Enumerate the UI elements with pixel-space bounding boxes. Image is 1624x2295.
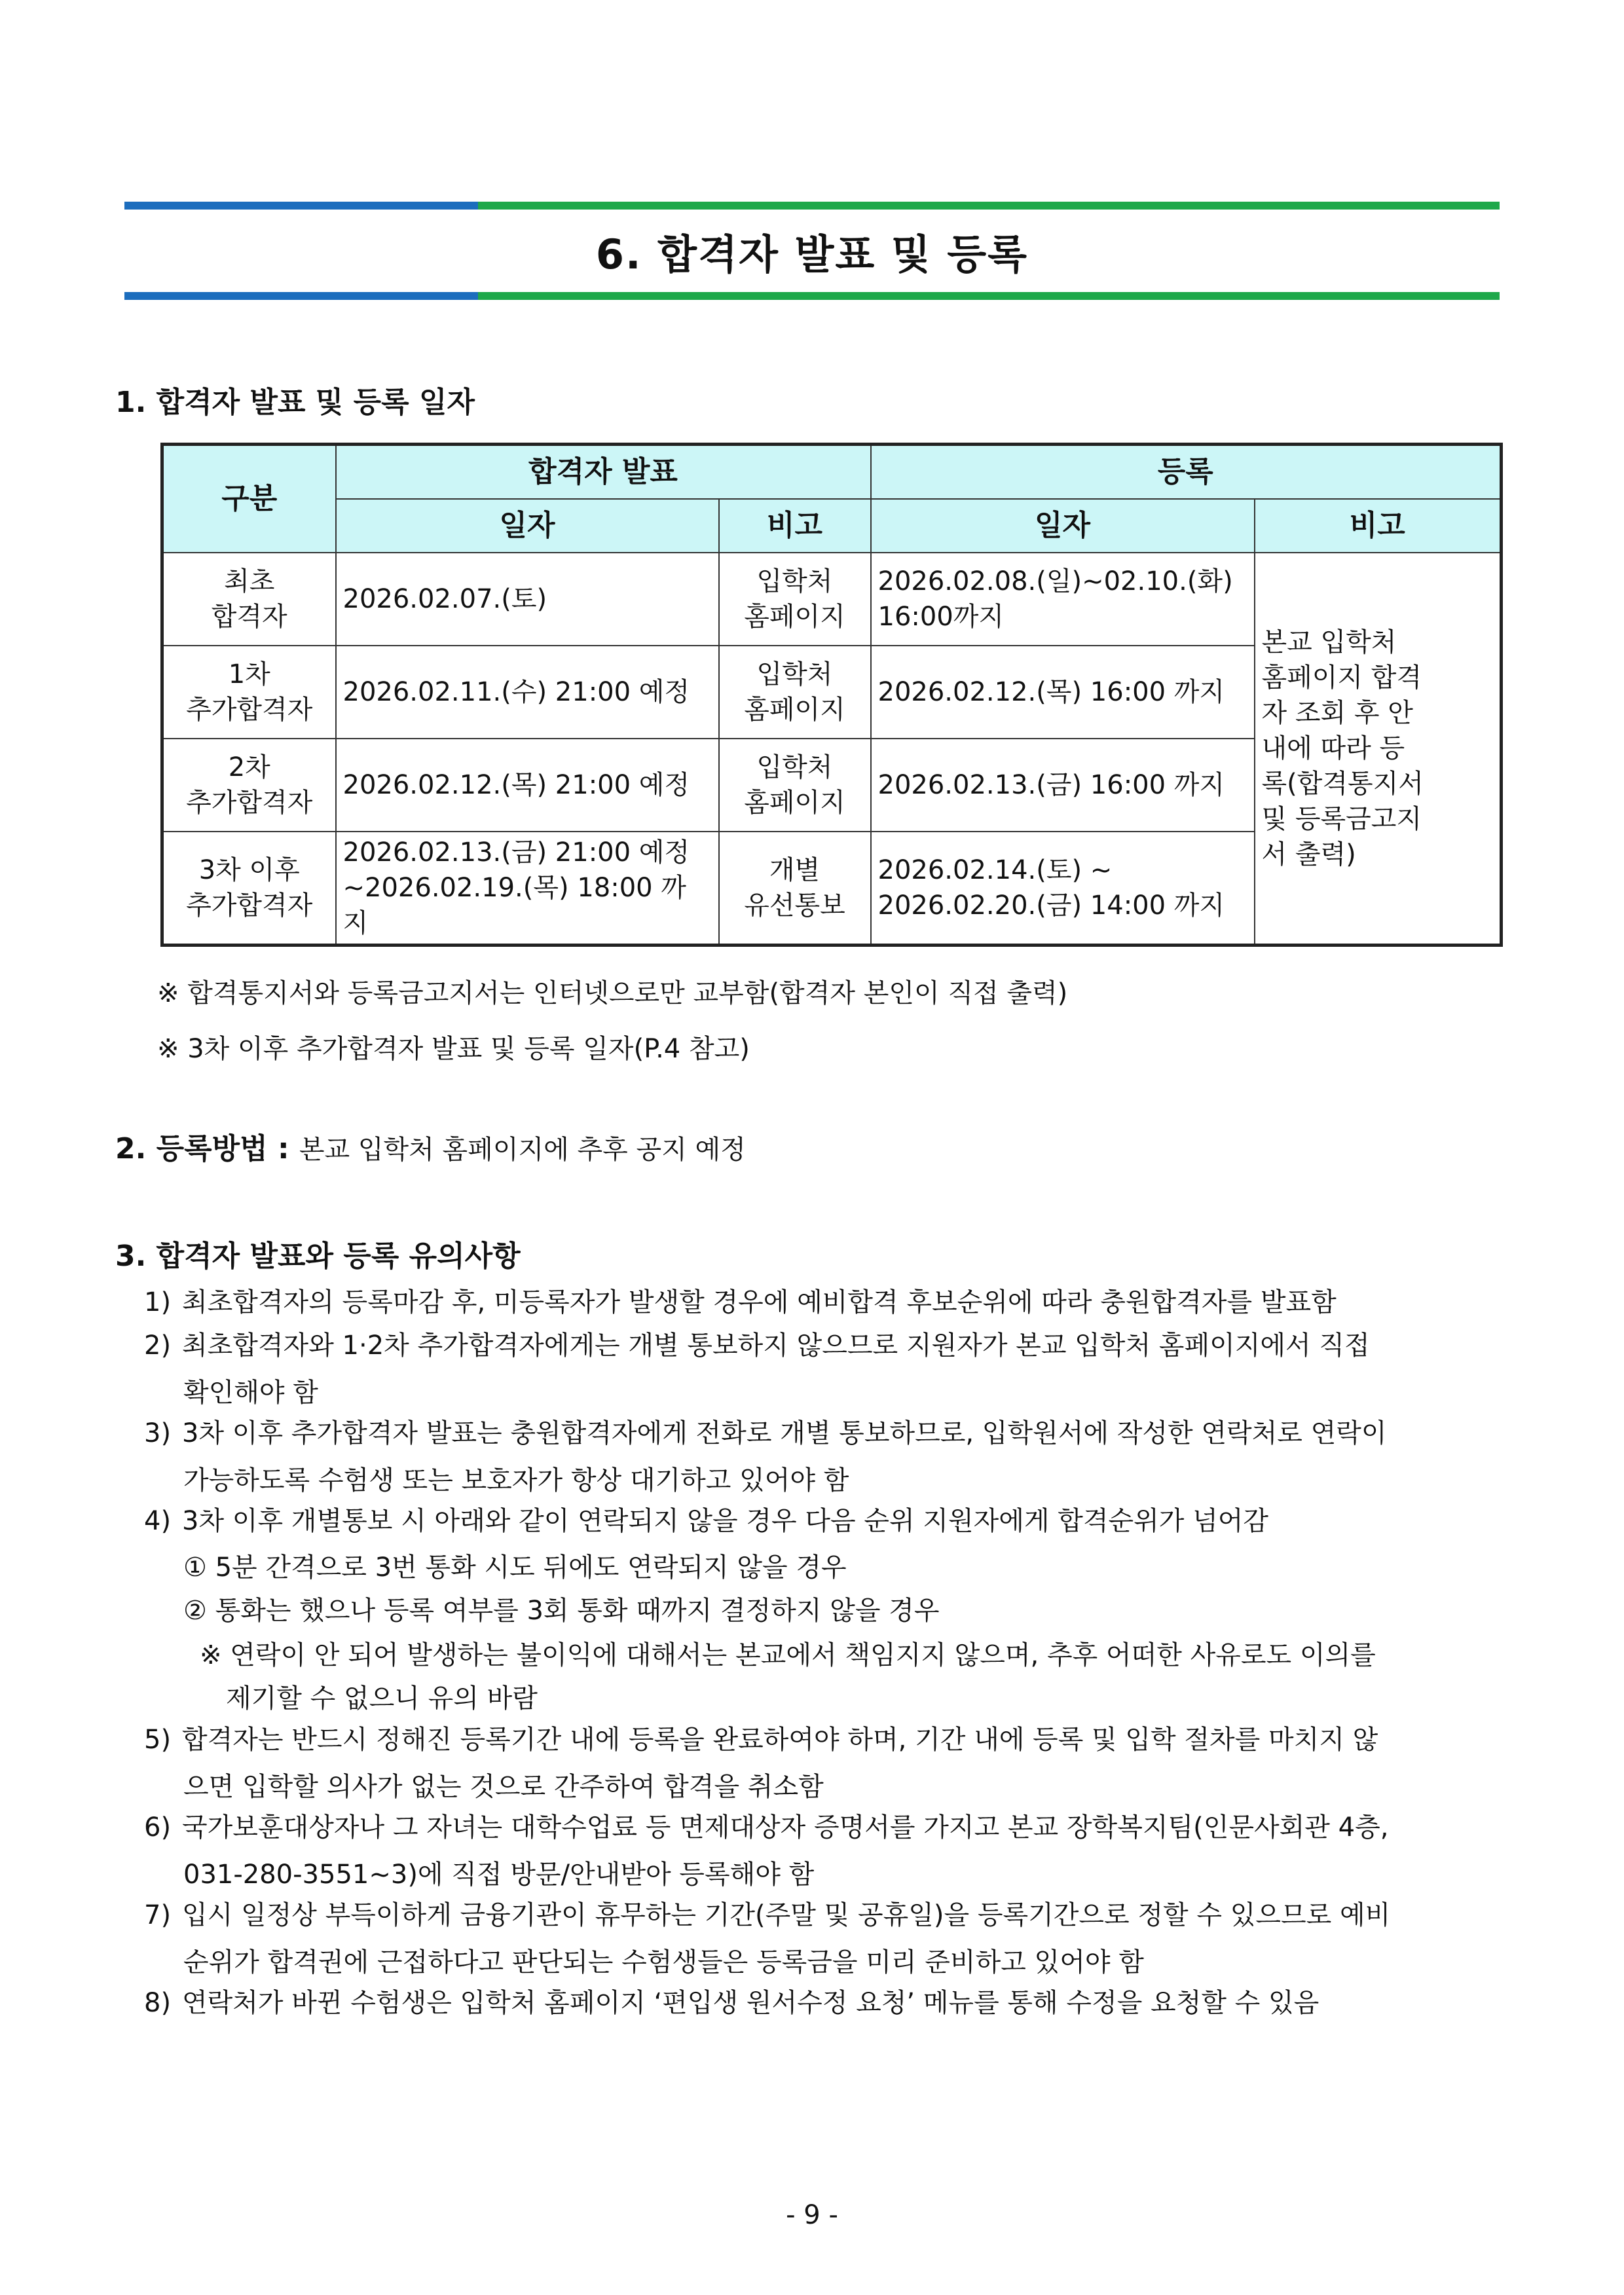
header-register-date: 일자 (871, 499, 1255, 553)
header-category: 구분 (162, 445, 336, 553)
announce-note: 입학처 홈페이지 (719, 553, 871, 646)
list-item-continuation: 으면 입학할 의사가 없는 것으로 간주하여 합격을 취소함 (183, 1772, 824, 1802)
list-item-continuation: 031-280-3551~3)에 직접 방문/안내받아 등록해야 함 (183, 1860, 815, 1890)
announce-date: 2026.02.11.(수) 21:00 예정 (336, 646, 719, 739)
list-item: 2) 최초합격자와 1·2차 추가합격자에게는 개별 통보하지 않으므로 지원자가 본교 입학처 홈페이지에서 직접 (144, 1331, 1370, 1361)
sub-item: ② 통화는 했으나 등록 여부를 3회 통화 때까지 결정하지 않을 경우 (183, 1596, 940, 1626)
announce-note: 입학처 홈페이지 (719, 646, 871, 739)
title-bottom-bar (124, 292, 1500, 300)
header-announce-note: 비고 (719, 499, 871, 553)
register-date: 2026.02.08.(일)~02.10.(화) 16:00까지 (871, 553, 1255, 646)
register-note: 본교 입학처 홈페이지 합격 자 조회 후 안 내에 따라 등 록(합격통지서 및 등록금고지 서 출력) (1255, 553, 1502, 946)
list-item-continuation: 순위가 합격권에 근접하다고 판단되는 수험생들은 등록금을 미리 준비하고 있어야 함 (183, 1947, 1144, 1977)
page-title: 6. 합격자 발표 및 등록 (595, 230, 1029, 278)
list-item: 7) 입시 일정상 부득이하게 금융기관이 휴무하는 기간(주말 및 공휴일)을 등록기간으로 정할 수 있으므로 예비 (144, 1900, 1391, 1930)
schedule-table (160, 443, 1503, 947)
list-item: 4) 3차 이후 개별통보 시 아래와 같이 연락되지 않을 경우 다음 순위 지원자에게 합격순위가 넘어감 (144, 1506, 1269, 1536)
sub-note: ※ 연락이 안 되어 발생하는 불이익에 대해서는 본교에서 책임지지 않으며, 추후 어떠한 사유로도 이의를 (200, 1640, 1376, 1670)
announce-note: 개별 유선통보 (719, 832, 871, 946)
row-label: 3차 이후 추가합격자 (162, 832, 336, 946)
sub-note: 제기할 수 없으니 유의 바람 (226, 1683, 538, 1714)
announce-date: 2026.02.13.(금) 21:00 예정 ~2026.02.19.(목) 18:00 까지 (336, 832, 719, 946)
list-item: 5) 합격자는 반드시 정해진 등록기간 내에 등록을 완료하여야 하며, 기간 내에 등록 및 입학 절차를 마치지 않 (144, 1725, 1378, 1755)
list-item: 3) 3차 이후 추가합격자 발표는 충원합격자에게 전화로 개별 통보하므로, 입학원서에 작성한 연락처로 연락이 (144, 1418, 1387, 1448)
list-item: 8) 연락처가 바뀐 수험생은 입학처 홈페이지 ‘편입생 원서수정 요청’ 메뉴를 통해 수정을 요청할 수 있음 (144, 1988, 1320, 2018)
table-row (162, 553, 1502, 646)
section2-heading: 2. 등록방법 : 본교 입학처 홈페이지에 추후 공지 예정 (115, 1132, 746, 1166)
table-note: ※ 합격통지서와 등록금고지서는 인터넷으로만 교부함(합격자 본인이 직접 출력) (157, 978, 1068, 1008)
announce-date: 2026.02.12.(목) 21:00 예정 (336, 739, 719, 832)
sub-item: ① 5분 간격으로 3번 통화 시도 뒤에도 연락되지 않을 경우 (183, 1552, 847, 1583)
row-label: 1차 추가합격자 (162, 646, 336, 739)
title-top-bar (124, 202, 1500, 210)
table-note: ※ 3차 이후 추가합격자 발표 및 등록 일자(P.4 참고) (157, 1034, 750, 1064)
register-date: 2026.02.12.(목) 16:00 까지 (871, 646, 1255, 739)
section3-heading: 3. 합격자 발표와 등록 유의사항 (115, 1239, 521, 1273)
page-number: - 9 - (786, 2200, 838, 2230)
list-item-continuation: 확인해야 함 (183, 1378, 318, 1408)
header-register-note: 비고 (1255, 499, 1502, 553)
list-item-continuation: 가능하도록 수험생 또는 보호자가 항상 대기하고 있어야 함 (183, 1465, 849, 1496)
register-date: 2026.02.14.(토) ~ 2026.02.20.(금) 14:00 까지 (871, 832, 1255, 946)
announce-note: 입학처 홈페이지 (719, 739, 871, 832)
row-label: 2차 추가합격자 (162, 739, 336, 832)
announce-date: 2026.02.07.(토) (336, 553, 719, 646)
header-announce-date: 일자 (336, 499, 719, 553)
register-date: 2026.02.13.(금) 16:00 까지 (871, 739, 1255, 832)
section1-heading: 1. 합격자 발표 및 등록 일자 (115, 386, 475, 419)
section2-text: 본교 입학처 홈페이지에 추후 공지 예정 (299, 1135, 746, 1165)
list-item: 1) 최초합격자의 등록마감 후, 미등록자가 발생할 경우에 예비합격 후보순위에 따라 충원합격자를 발표함 (144, 1287, 1337, 1317)
header-register: 등록 (871, 445, 1502, 500)
header-announce: 합격자 발표 (336, 445, 871, 500)
title-band (124, 202, 1500, 300)
list-item: 6) 국가보훈대상자나 그 자녀는 대학수업료 등 면제대상자 증명서를 가지고 본교 장학복지팀(인문사회관 4층, (144, 1812, 1389, 1843)
row-label: 최초 합격자 (162, 553, 336, 646)
